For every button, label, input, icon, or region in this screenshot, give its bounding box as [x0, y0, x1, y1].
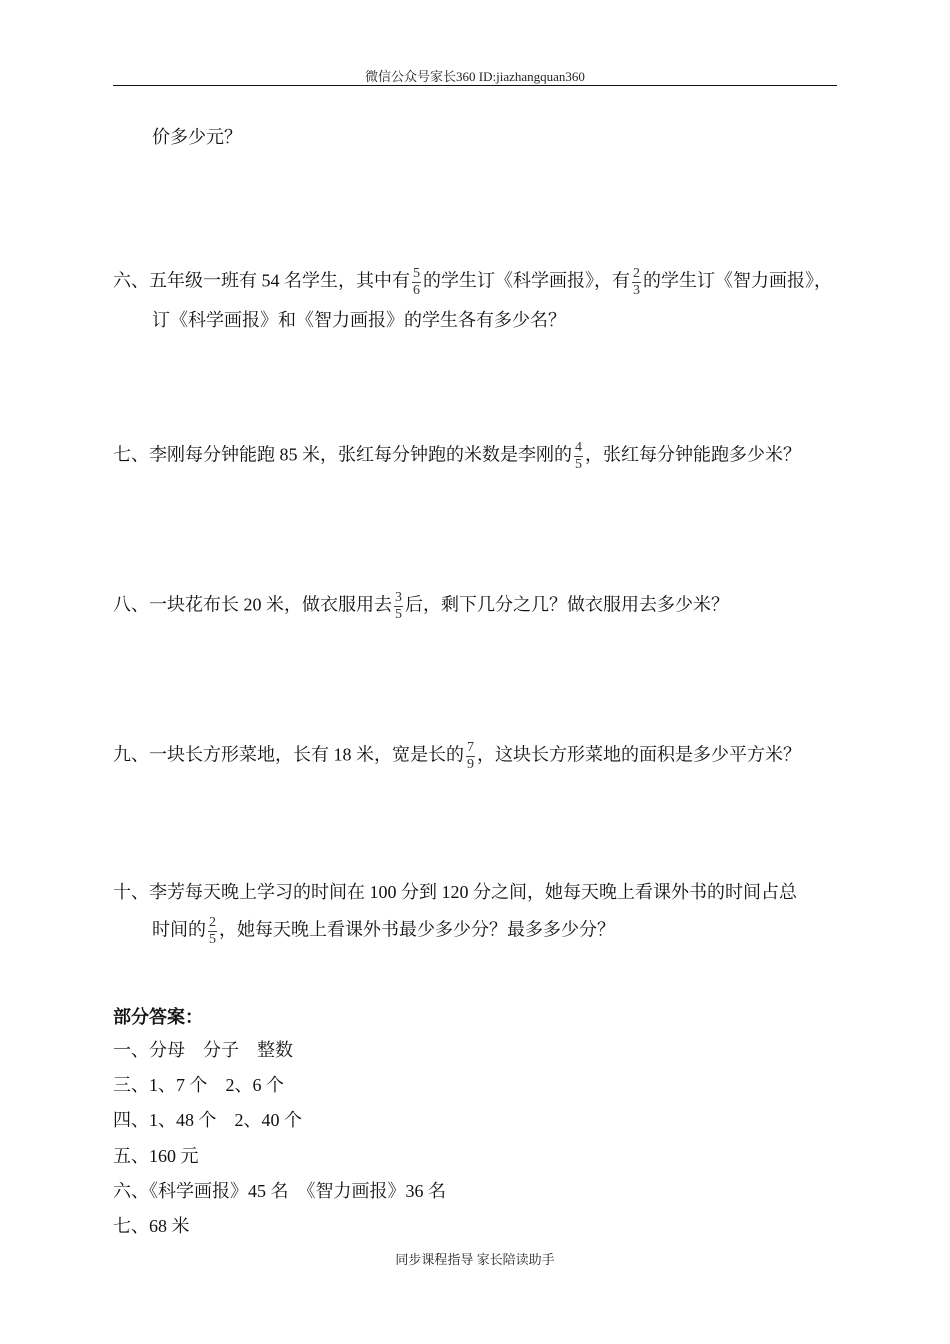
- answer-item: 五、160 元: [113, 1146, 199, 1166]
- answer-item: 一、分母 分子 整数: [113, 1040, 293, 1060]
- question-10-text-a: 时间的: [152, 919, 206, 940]
- question-10-text-b: ，她每天晚上看课外书最少多少分？最多多少分？: [219, 919, 615, 940]
- question-8-text-b: 后，剩下几分之几？做衣服用去多少米？: [405, 594, 729, 615]
- question-10-line-2: [152, 915, 615, 948]
- fraction-2-5: [208, 915, 217, 948]
- fraction-numerator: 7: [467, 740, 474, 755]
- question-6-text-a: 六、五年级一班有 54 名学生，其中有: [113, 270, 410, 291]
- question-7: [113, 440, 801, 473]
- fraction-numerator: 5: [413, 266, 420, 281]
- header-rule: [113, 85, 837, 86]
- question-7-text-a: 七、李刚每分钟能跑 85 米，张红每分钟跑的米数是李刚的: [113, 444, 572, 465]
- question-9-text-a: 九、一块长方形菜地，长有 18 米，宽是长的: [113, 744, 464, 765]
- fraction-5-6: [412, 266, 421, 299]
- answer-item: 六、《科学画报》45 名 《智力画报》36 名: [113, 1181, 446, 1201]
- fraction-denominator: 3: [633, 283, 640, 298]
- question-9-text-b: ，这块长方形菜地的面积是多少平方米？: [477, 744, 801, 765]
- fraction-7-9: [466, 740, 475, 773]
- fraction-denominator: 9: [467, 757, 474, 772]
- question-6-text-c: 的学生订《智力画报》，: [643, 270, 832, 291]
- page-footer: 同步课程指导 家长陪读助手: [395, 1252, 555, 1267]
- fraction-2-3: [632, 266, 641, 299]
- fraction-numerator: 3: [395, 590, 402, 605]
- question-9: [113, 740, 801, 773]
- question-8-text-a: 八、一块花布长 20 米，做衣服用去: [113, 594, 392, 615]
- answer-item: 三、1、7 个 2、6 个: [113, 1075, 284, 1095]
- fraction-denominator: 5: [575, 457, 582, 472]
- fraction-numerator: 2: [209, 915, 216, 930]
- fraction-4-5: [574, 440, 583, 473]
- page-header: 微信公众号家长360 ID:jiazhangquan360: [365, 69, 585, 84]
- answer-item: 七、68 米: [113, 1216, 190, 1236]
- answers-title: 部分答案：: [113, 1007, 203, 1027]
- fraction-denominator: 6: [413, 283, 420, 298]
- question-8: [113, 590, 729, 623]
- question-7-text-b: ，张红每分钟能跑多少米？: [585, 444, 801, 465]
- fraction-numerator: 2: [633, 266, 640, 281]
- question-5-continuation: 价多少元？: [152, 127, 242, 147]
- question-6-line-1: [113, 266, 832, 299]
- fraction-denominator: 5: [209, 932, 216, 947]
- fraction-numerator: 4: [575, 440, 582, 455]
- answer-item: 四、1、48 个 2、40 个: [113, 1110, 302, 1130]
- question-6-text-b: 的学生订《科学画报》，有: [423, 270, 630, 291]
- question-6-line-2: 订《科学画报》和《智力画报》的学生各有多少名？: [152, 310, 566, 330]
- fraction-3-5: [394, 590, 403, 623]
- fraction-denominator: 5: [395, 607, 402, 622]
- question-10-line-1: 十、李芳每天晚上学习的时间在 100 分到 120 分之间，她每天晚上看课外书的时间占总: [113, 882, 797, 902]
